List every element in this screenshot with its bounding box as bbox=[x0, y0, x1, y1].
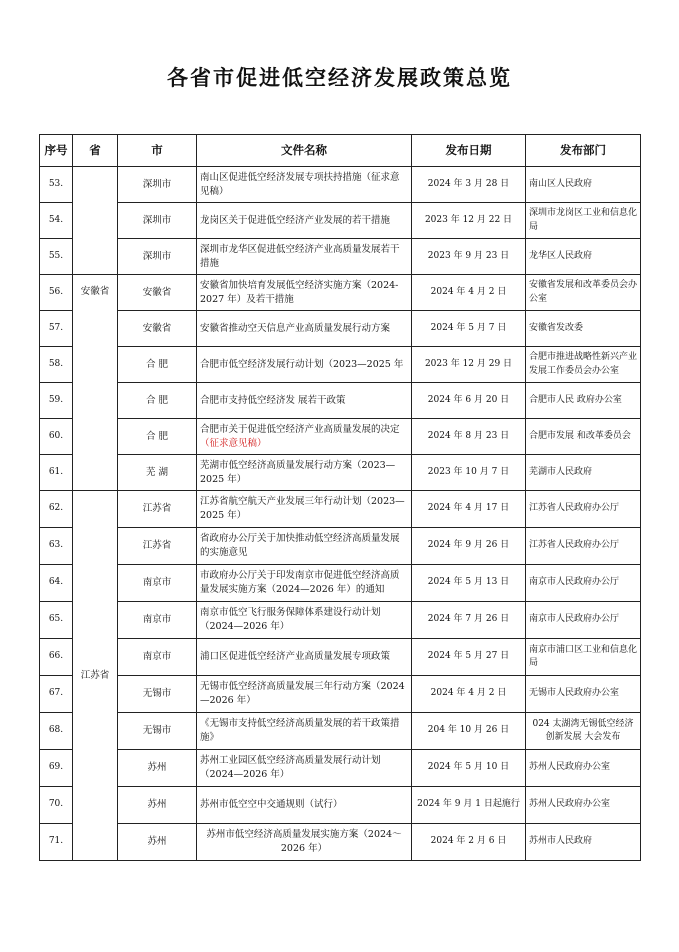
city-cell: 深圳市 bbox=[118, 203, 197, 239]
document-name-cell: 深圳市龙华区促进低空经济产业高质量发展若干措施 bbox=[197, 239, 412, 275]
row-number: 61. bbox=[40, 455, 73, 491]
document-name-cell bbox=[197, 419, 412, 455]
province-cell-anhui: 安徽省 bbox=[73, 275, 118, 491]
document-name-cell: 芜湖市低空经济高质量发展行动方案（2023—2025 年） bbox=[197, 455, 412, 491]
department-cell: 江苏省人民政府办公厅 bbox=[526, 528, 641, 565]
publish-date-cell: 2024 年 5 月 7 日 bbox=[412, 311, 526, 347]
city-cell: 深圳市 bbox=[118, 239, 197, 275]
city-cell: 无锡市 bbox=[118, 713, 197, 750]
row-number: 59. bbox=[40, 383, 73, 419]
row-number: 68. bbox=[40, 713, 73, 750]
row-number: 65. bbox=[40, 602, 73, 639]
publish-date-cell: 2024 年 9 月 1 日起施行 bbox=[412, 787, 526, 824]
publish-date-cell: 2024 年 2 月 6 日 bbox=[412, 824, 526, 861]
table-row bbox=[40, 528, 641, 565]
city-cell: 江苏省 bbox=[118, 528, 197, 565]
row-number: 62. bbox=[40, 491, 73, 528]
publish-date-cell: 2024 年 4 月 17 日 bbox=[412, 491, 526, 528]
department-cell: 龙华区人民政府 bbox=[526, 239, 641, 275]
header-publishing-department: 发布部门 bbox=[526, 135, 641, 167]
table-row bbox=[40, 750, 641, 787]
header-province: 省 bbox=[73, 135, 118, 167]
publish-date-cell: 2024 年 4 月 2 日 bbox=[412, 676, 526, 713]
header-document-name: 文件名称 bbox=[197, 135, 412, 167]
row-number: 53. bbox=[40, 167, 73, 203]
row-number: 71. bbox=[40, 824, 73, 861]
table-row bbox=[40, 602, 641, 639]
header-no: 序号 bbox=[40, 135, 73, 167]
publish-date-cell: 2023 年 10 月 7 日 bbox=[412, 455, 526, 491]
document-name-cell: 安徽省推动空天信息产业高质量发展行动方案 bbox=[197, 311, 412, 347]
department-cell: 南京市人民政府办公厅 bbox=[526, 565, 641, 602]
department-cell: 苏州人民政府办公室 bbox=[526, 750, 641, 787]
department-cell: 深圳市龙岗区工业和信息化局 bbox=[526, 203, 641, 239]
city-cell: 苏州 bbox=[118, 750, 197, 787]
header-publish-date: 发布日期 bbox=[412, 135, 526, 167]
document-name-cell: 浦口区促进低空经济产业高质量发展专项政策 bbox=[197, 639, 412, 676]
document-name-cell: 安徽省加快培育发展低空经济实施方案（2024-2027 年）及若干措施 bbox=[197, 275, 412, 311]
policy-table bbox=[39, 134, 641, 861]
department-cell: 苏州市人民政府 bbox=[526, 824, 641, 861]
city-cell: 南京市 bbox=[118, 565, 197, 602]
table-row bbox=[40, 347, 641, 383]
publish-date-cell: 2024 年 5 月 10 日 bbox=[412, 750, 526, 787]
row-number: 63. bbox=[40, 528, 73, 565]
page-title: 各省市促进低空经济发展政策总览 bbox=[167, 66, 512, 90]
publish-date-cell: 2024 年 8 月 23 日 bbox=[412, 419, 526, 455]
document-name-cell: 龙岗区关于促进低空经济产业发展的若干措施 bbox=[197, 203, 412, 239]
city-cell: 苏州 bbox=[118, 787, 197, 824]
city-cell: 芜 湖 bbox=[118, 455, 197, 491]
department-cell: 江苏省人民政府办公厅 bbox=[526, 491, 641, 528]
city-cell: 南京市 bbox=[118, 602, 197, 639]
table-row bbox=[40, 639, 641, 676]
document-name-cell: 市政府办公厅关于印发南京市促进低空经济高质量发展实施方案（2024—2026 年）的通知 bbox=[197, 565, 412, 602]
document-name-cell: 南京市低空飞行服务保障体系建设行动计划（2024—2026 年） bbox=[197, 602, 412, 639]
department-cell: 024 太湖湾无锡低空经济 创新发展 大会发布 bbox=[526, 713, 641, 750]
table-row bbox=[40, 311, 641, 347]
city-cell: 江苏省 bbox=[118, 491, 197, 528]
table-row bbox=[40, 713, 641, 750]
department-cell: 南京市人民政府办公厅 bbox=[526, 602, 641, 639]
row-number: 69. bbox=[40, 750, 73, 787]
table-row bbox=[40, 491, 641, 528]
publish-date-cell: 2024 年 5 月 13 日 bbox=[412, 565, 526, 602]
department-cell: 合肥市人民 政府办公室 bbox=[526, 383, 641, 419]
row-number: 64. bbox=[40, 565, 73, 602]
document-name-cell: 苏州市低空经济高质量发展实施方案（2024～2026 年） bbox=[197, 824, 412, 861]
city-cell: 安徽省 bbox=[118, 311, 197, 347]
row-number: 56. bbox=[40, 275, 73, 311]
department-cell: 安徽省发改委 bbox=[526, 311, 641, 347]
document-name-cell: 无锡市低空经济高质量发展三年行动方案（2024—2026 年） bbox=[197, 676, 412, 713]
city-cell: 深圳市 bbox=[118, 167, 197, 203]
document-name-text: 合肥市关于促进低空经济产业高质量发展的决定 bbox=[200, 423, 400, 435]
city-cell: 苏州 bbox=[118, 824, 197, 861]
publish-date-cell: 2024 年 3 月 28 日 bbox=[412, 167, 526, 203]
department-cell: 安徽省发展和改革委员会办公室 bbox=[526, 275, 641, 311]
table-header-row bbox=[40, 135, 641, 167]
publish-date-cell: 2024 年 5 月 27 日 bbox=[412, 639, 526, 676]
document-name-cell: 苏州市低空空中交通规则（试行） bbox=[197, 787, 412, 824]
department-cell: 芜湖市人民政府 bbox=[526, 455, 641, 491]
document-name-cell: 合肥市低空经济发展行动计划（2023—2025 年 bbox=[197, 347, 412, 383]
document-name-cell: 南山区促进低空经济发展专项扶持措施（征求意见稿） bbox=[197, 167, 412, 203]
department-cell: 南山区人民政府 bbox=[526, 167, 641, 203]
table-row bbox=[40, 787, 641, 824]
table-row bbox=[40, 824, 641, 861]
publish-date-cell: 2024 年 9 月 26 日 bbox=[412, 528, 526, 565]
draft-note: （征求意见稿） bbox=[200, 437, 267, 449]
department-cell: 南京市浦口区工业和信息化局 bbox=[526, 639, 641, 676]
table-row bbox=[40, 455, 641, 491]
table-row bbox=[40, 383, 641, 419]
table-row bbox=[40, 239, 641, 275]
table-row bbox=[40, 167, 641, 203]
document-name-cell: 《无锡市支持低空经济高质量发展的若干政策措施》 bbox=[197, 713, 412, 750]
publish-date-cell: 2024 年 7 月 26 日 bbox=[412, 602, 526, 639]
department-cell: 合肥市推进战略性新兴产业发展工作委员会办公室 bbox=[526, 347, 641, 383]
header-city: 市 bbox=[118, 135, 197, 167]
document-name-cell: 合肥市支持低空经济发 展若干政策 bbox=[197, 383, 412, 419]
table-row bbox=[40, 275, 641, 311]
row-number: 57. bbox=[40, 311, 73, 347]
document-name-cell: 省政府办公厅关于加快推动低空经济高质量发展的实施意见 bbox=[197, 528, 412, 565]
city-cell: 合 肥 bbox=[118, 419, 197, 455]
row-number: 54. bbox=[40, 203, 73, 239]
publish-date-cell: 2023 年 9 月 23 日 bbox=[412, 239, 526, 275]
publish-date-cell: 2024 年 6 月 20 日 bbox=[412, 383, 526, 419]
publish-date-cell: 204 年 10 月 26 日 bbox=[412, 713, 526, 750]
city-cell: 合 肥 bbox=[118, 347, 197, 383]
department-cell: 无锡市人民政府办公室 bbox=[526, 676, 641, 713]
province-cell-jiangsu: 江苏省 bbox=[73, 491, 118, 861]
table-row bbox=[40, 676, 641, 713]
city-cell: 无锡市 bbox=[118, 676, 197, 713]
row-number: 70. bbox=[40, 787, 73, 824]
city-cell: 南京市 bbox=[118, 639, 197, 676]
row-number: 67. bbox=[40, 676, 73, 713]
department-cell: 苏州人民政府办公室 bbox=[526, 787, 641, 824]
city-cell: 安徽省 bbox=[118, 275, 197, 311]
row-number: 58. bbox=[40, 347, 73, 383]
publish-date-cell: 2023 年 12 月 29 日 bbox=[412, 347, 526, 383]
table-row bbox=[40, 565, 641, 602]
city-cell: 合 肥 bbox=[118, 383, 197, 419]
province-cell-blank bbox=[73, 167, 118, 275]
table-row bbox=[40, 203, 641, 239]
document-name-cell: 江苏省航空航天产业发展三年行动计划（2023—2025 年） bbox=[197, 491, 412, 528]
table-row bbox=[40, 419, 641, 455]
publish-date-cell: 2023 年 12 月 22 日 bbox=[412, 203, 526, 239]
publish-date-cell: 2024 年 4 月 2 日 bbox=[412, 275, 526, 311]
row-number: 55. bbox=[40, 239, 73, 275]
row-number: 66. bbox=[40, 639, 73, 676]
department-cell: 合肥市发展 和改革委员会 bbox=[526, 419, 641, 455]
row-number: 60. bbox=[40, 419, 73, 455]
document-name-cell: 苏州工业园区低空经济高质量发展行动计划（2024—2026 年） bbox=[197, 750, 412, 787]
